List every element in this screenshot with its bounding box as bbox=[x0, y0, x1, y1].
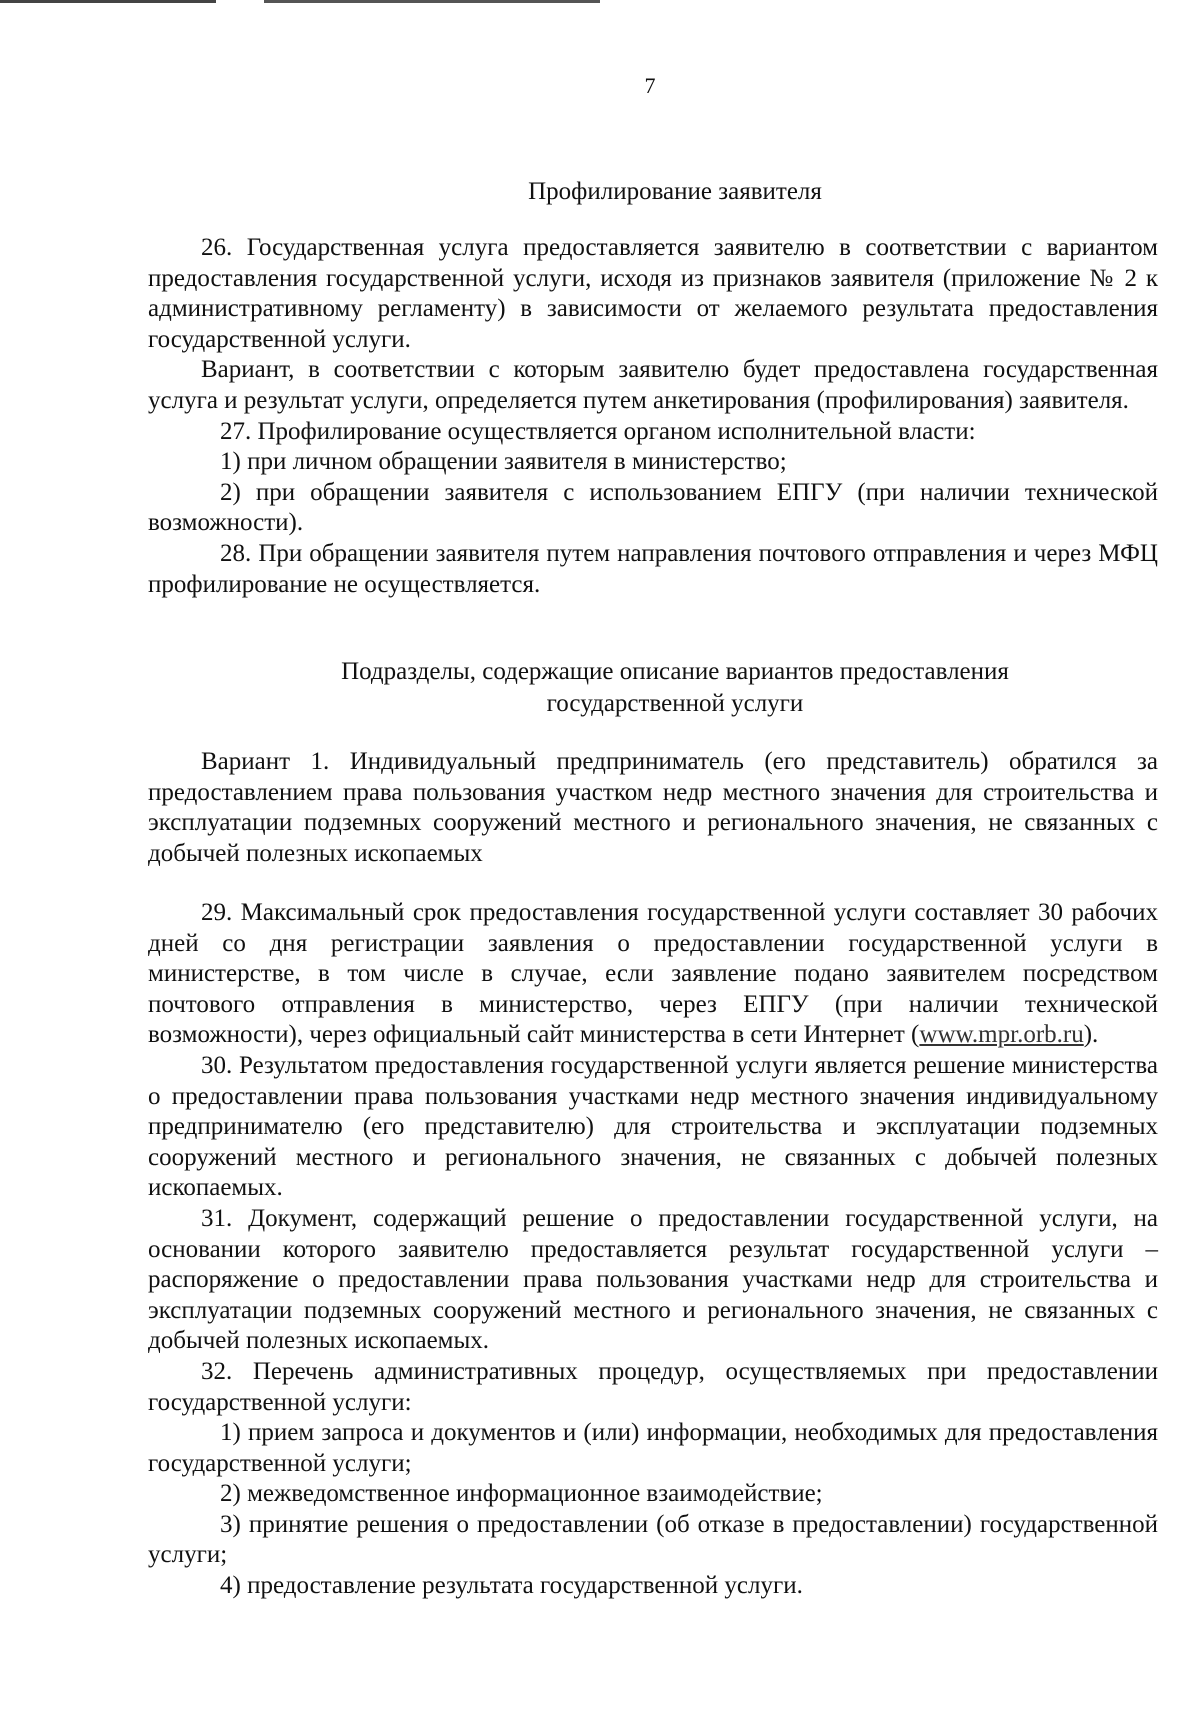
variant-1-text: Вариант 1. Индивидуальный предприниматель (его представитель) обратился за предоставлением права пользования участком недр местного значения для строительства и эксплуатации подземных сооружений местного и регионального значения, не связанных с добычей полезных ископаемых bbox=[148, 748, 1158, 867]
paragraph-32: 32. Перечень административных процедур, осуществляемых при предоставлении государственной услуги: bbox=[148, 1357, 1158, 1416]
page-number: 7 bbox=[644, 73, 656, 98]
paragraph-27: 27. Профилирование осуществляется органом исполнительной власти: bbox=[220, 417, 976, 445]
paragraph-30: 30. Результатом предоставления государственной услуги является решение министерства о предоставлении права пользования участками недр местного значения индивидуальному предпринимателю (его представителю) для строительства и эксплуатации подземных сооружений местного и регионального значения, не связанных с добычей полезных ископаемых. bbox=[148, 1051, 1158, 1202]
ministry-website-link[interactable]: www.mpr.orb.ru bbox=[919, 1021, 1084, 1049]
scan-top-edge bbox=[0, 0, 1200, 3]
section-title-profiling: Профилирование заявителя bbox=[528, 178, 822, 205]
list-item-32-4: 4) предоставление результата государственной услуги. bbox=[220, 1572, 803, 1600]
paragraph-29 bbox=[148, 898, 1158, 1051]
paragraph-26: 26. Государственная услуга предоставляется заявителю в соответствии с вариантом предоставления государственной услуги, исходя из признаков заявителя (приложение № 2 к административному регламенту) в зависимости от желаемого результата предоставления государственной услуги. bbox=[148, 234, 1158, 353]
paragraph-29-end: ). bbox=[1083, 1021, 1099, 1049]
list-item-32-3: 3) принятие решения о предоставлении (об отказе в предоставлении) государственной услуги; bbox=[148, 1510, 1158, 1569]
profiling-section-body bbox=[148, 233, 1158, 600]
variant-1-section-body bbox=[148, 898, 1158, 1602]
section-title-line-2: государственной услуги bbox=[546, 690, 804, 717]
list-item-32-1: 1) прием запроса и документов и (или) информации, необходимых для предоставления государственной услуги; bbox=[148, 1419, 1158, 1477]
list-item-27-1: 1) при личном обращении заявителя в министерство; bbox=[220, 448, 787, 476]
list-item-27-2: 2) при обращении заявителя с использованием ЕПГУ (при наличии технической возможности). bbox=[148, 478, 1158, 537]
paragraph-29-text: 29. Максимальный срок предоставления государственной услуги составляет 30 рабочих дней со дня регистрации заявления о предоставлении государственной услуги в министерстве, в том числе в случае, если заявление подано заявителем посредством почтового отправления в министерство, через ЕПГУ (при наличии технической возможности), через официальный сайт министерства в сети Интернет ( bbox=[148, 899, 1158, 1049]
paragraph-31: 31. Документ, содержащий решение о предоставлении государственной услуги, на основании которого заявителю предоставляется результат государственной услуги – распоряжение о предоставлении права пользования участками недр для строительства и эксплуатации подземных сооружений местного и регионального значения, не связанных с добычей полезных ископаемых. bbox=[148, 1204, 1158, 1355]
list-item-32-2: 2) межведомственное информационное взаимодействие; bbox=[220, 1480, 823, 1508]
paragraph-variant-intro: Вариант, в соответствии с которым заявителю будет предоставлена государственная услуга и результат услуги, определяется путем анкетирования (профилирования) заявителя. bbox=[148, 356, 1158, 414]
section-title-line-1: Подразделы, содержащие описание вариантов предоставления bbox=[341, 658, 1009, 685]
paragraph-28: 28. При обращении заявителя путем направления почтового отправления и через МФЦ профилирование не осуществляется. bbox=[148, 539, 1158, 598]
variant-1-heading bbox=[148, 747, 1158, 869]
section-title-subsections bbox=[150, 656, 1200, 720]
